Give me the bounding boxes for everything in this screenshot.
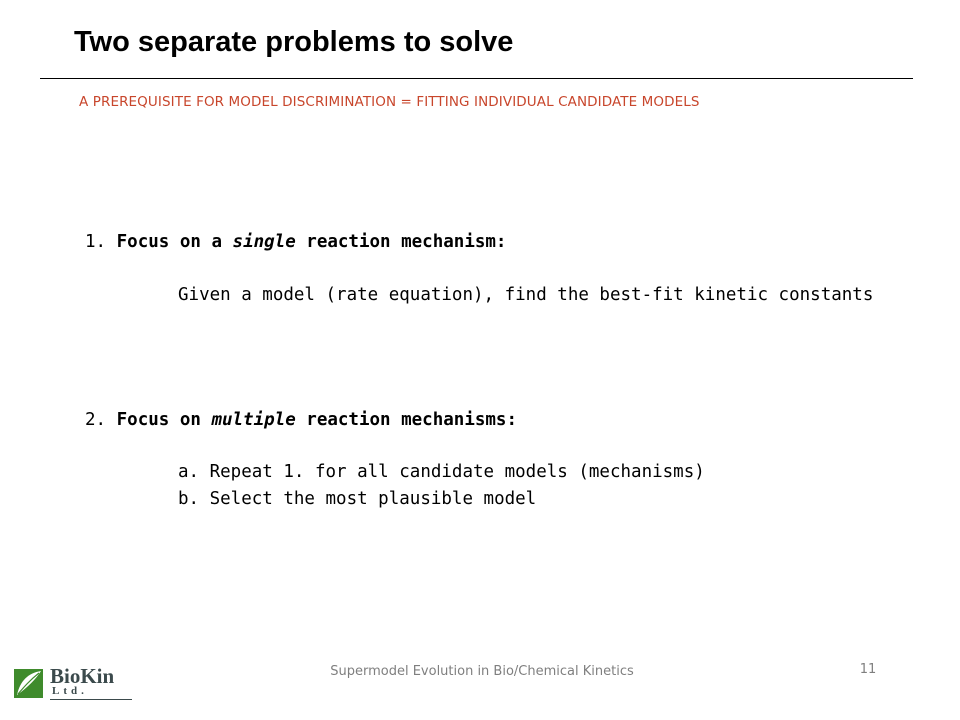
item-2-detail-a: a. Repeat 1. for all candidate models (mechanisms) [178, 462, 705, 482]
item-2-heading-emphasis: multiple [211, 410, 296, 430]
item-1-heading [85, 232, 506, 252]
slide-subtitle: A PREREQUISITE FOR MODEL DISCRIMINATION = FITTING INDIVIDUAL CANDIDATE MODELS [79, 94, 700, 110]
biokin-logo [14, 665, 122, 701]
footer-caption: Supermodel Evolution in Bio/Chemical Kinetics [330, 664, 634, 679]
logo-suffix: Ltd. [52, 685, 88, 697]
leaf-logo-icon [14, 667, 44, 699]
item-2-heading [85, 410, 517, 430]
item-2-heading-start: Focus on [116, 410, 212, 430]
page-number: 11 [859, 662, 877, 677]
item-1-heading-emphasis: single [232, 232, 296, 252]
title-divider [40, 78, 913, 79]
item-1-heading-end: reaction mechanism: [295, 232, 507, 252]
item-1-heading-start: Focus on a [116, 232, 233, 252]
item-2-heading-end: reaction mechanisms: [295, 410, 518, 430]
logo-brand: BioKin [50, 664, 115, 688]
item-1-number: 1. [85, 232, 107, 252]
item-1-detail: Given a model (rate equation), find the best-fit kinetic constants [178, 285, 874, 305]
logo-underline [50, 699, 132, 700]
item-2-number: 2. [85, 410, 107, 430]
slide-title: Two separate problems to solve [74, 26, 514, 58]
item-2-detail-b: b. Select the most plausible model [178, 489, 537, 509]
